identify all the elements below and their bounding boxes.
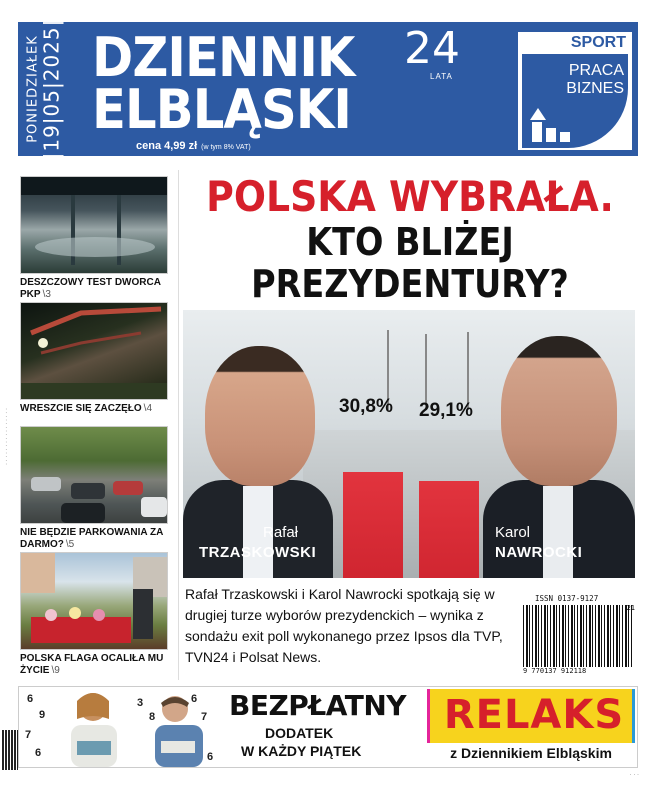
price-value: cena 4,99 zł <box>136 140 198 152</box>
barcode <box>519 594 637 678</box>
story-photo <box>20 552 168 650</box>
section-biznes: BIZNES <box>566 80 624 97</box>
issue-date <box>18 18 70 160</box>
candidate-right-firstname: Karol <box>495 524 531 541</box>
growth-chart-icon <box>530 102 580 144</box>
candidate-right-lastname: NAWROCKI <box>495 544 583 561</box>
candidate-left-firstname: Rafał <box>263 524 299 541</box>
story-caption: WRESZCIE SIĘ ZACZĘŁO \4 <box>20 403 153 414</box>
main-story <box>178 170 640 680</box>
candidate-left-lastname: TRZASKOWSKI <box>199 544 317 561</box>
sudoku-numbers-decoration: 6 9 7 6 3 8 6 7 6 <box>25 693 214 763</box>
issue-number: 21 <box>626 604 635 612</box>
promo-friday: W KAŻDY PIĄTEK <box>241 743 362 759</box>
story-photo <box>20 302 168 400</box>
flagpole <box>467 332 469 410</box>
story-caption: POLSKA FLAGA OCALIŁA MU ŻYCIE \9 <box>20 653 164 676</box>
readers-illustration <box>57 689 227 767</box>
promo-banner[interactable] <box>18 686 638 768</box>
issn: ISSN 0137-9127 <box>535 594 599 603</box>
story-caption: NIE BĘDZIE PARKOWANIA ZA DARMO? \5 <box>20 527 163 550</box>
headline-line1: POLSKA WYBRAŁA. <box>206 172 614 221</box>
headline-line3: PREZYDENTURY? <box>251 262 569 306</box>
relaks-logo <box>427 689 635 743</box>
anniversary-word: LATA <box>430 72 453 81</box>
promo-free: BEZPŁATNY <box>229 689 407 722</box>
issue-day: PONIEDZIAŁEK <box>25 35 40 143</box>
masthead <box>18 18 638 160</box>
sections-badge <box>518 32 632 150</box>
qr-code <box>2 730 18 770</box>
barcode-lines <box>523 605 633 667</box>
sidebar <box>20 170 170 680</box>
story-caption: DESZCZOWY TEST DWORCA PKP \3 <box>20 277 161 300</box>
issue-date-value: |19|05|2025| <box>39 18 63 160</box>
story-photo <box>20 176 168 274</box>
bridge-photo-icon <box>21 303 168 400</box>
story-construction[interactable] <box>20 302 170 415</box>
barcode-digits: 9 770137 912118 <box>523 667 587 675</box>
flagpole <box>425 334 427 410</box>
poll-bar-trzaskowski <box>343 472 403 578</box>
poll-label-trzaskowski: 30,8% <box>339 396 393 417</box>
candidate-right-shirt <box>543 486 573 578</box>
flowers-photo-icon <box>21 553 168 650</box>
poll-bar-nawrocki <box>419 481 479 578</box>
candidate-left-portrait <box>205 346 315 486</box>
footer-code: · · · <box>629 772 639 778</box>
price-vat: (w tym 8% VAT) <box>201 144 251 151</box>
section-praca: PRACA <box>568 62 624 79</box>
lead-paragraph: Rafał Trzaskowski i Karol Nawrocki spotkają się w drugiej turze wyborów prezydenckich – wynika z sondażu exit poll wykonanego przez Ipsos dla TVP, TVN24 i Polsat News. <box>185 586 503 665</box>
story-parking[interactable] <box>20 426 170 551</box>
promo-supplement: DODATEK <box>265 725 334 741</box>
spine-text: · · · · · · · · · · · · · · · · <box>4 408 10 465</box>
relaks-title: RELAKS <box>443 692 625 738</box>
parking-photo-icon <box>21 427 168 524</box>
story-station[interactable] <box>20 176 170 301</box>
title-line2: ELBLĄSKI <box>92 78 351 141</box>
title-line1: DZIENNIK <box>92 26 355 89</box>
story-photo <box>20 426 168 524</box>
poll-label-nawrocki: 29,1% <box>419 400 473 421</box>
story-flag[interactable] <box>20 552 170 677</box>
promo-with: z Dziennikiem Elbląskim <box>450 745 612 761</box>
anniversary-number: 24 <box>404 23 460 74</box>
poll-graphic <box>183 310 635 578</box>
station-photo-icon <box>21 177 168 274</box>
price <box>136 140 251 152</box>
section-sport: SPORT <box>570 34 626 51</box>
headline-line2: KTO BLIŻEJ <box>306 220 514 264</box>
candidate-right-portrait <box>501 336 617 486</box>
